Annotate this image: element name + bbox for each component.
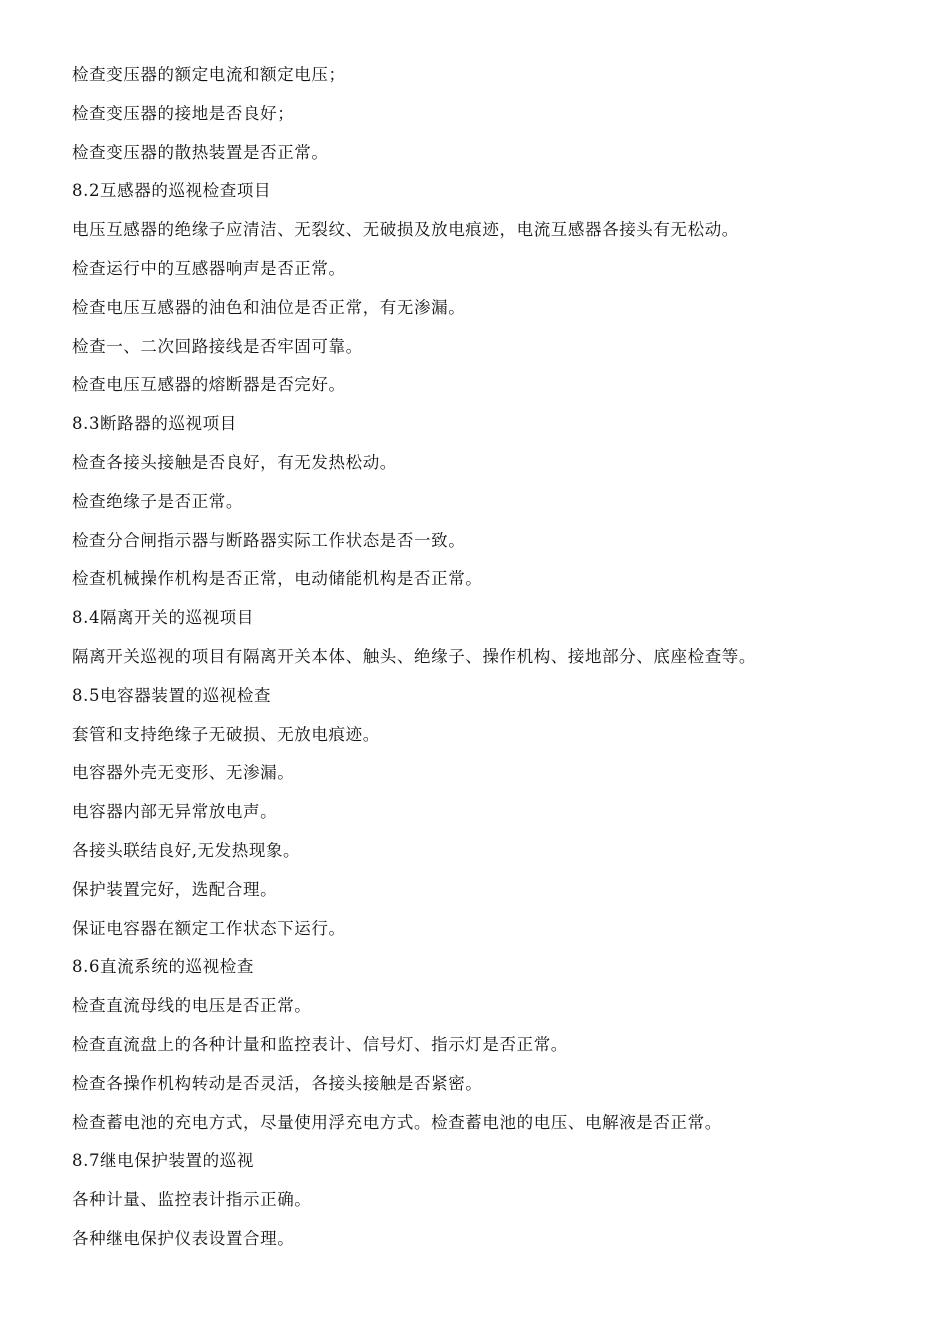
- text-line: 电容器外壳无变形、无渗漏。: [72, 763, 295, 783]
- text-line: 隔离开关巡视的项目有隔离开关本体、触头、绝缘子、操作机构、接地部分、底座检查等。: [72, 646, 756, 666]
- text-line: 检查绝缘子是否正常。: [72, 491, 243, 511]
- text-line: 检查机械操作机构是否正常，电动储能机构是否正常。: [72, 569, 483, 589]
- text-line: 检查变压器的接地是否良好；: [72, 103, 295, 123]
- document-page: [72, 56, 892, 1259]
- section-heading: 8.5电容器装置的巡视检查: [72, 685, 272, 705]
- text-line: 检查各接头接触是否良好，有无发热松动。: [72, 452, 397, 472]
- text-line: 保护装置完好，选配合理。: [72, 879, 278, 899]
- text-line: 套管和支持绝缘子无破损、无放电痕迹。: [72, 724, 380, 744]
- text-line: 各接头联结良好,无发热现象。: [72, 840, 301, 860]
- text-line: 保证电容器在额定工作状态下运行。: [72, 918, 346, 938]
- text-line: 检查分合闸指示器与断路器实际工作状态是否一致。: [72, 530, 466, 550]
- text-line: 检查变压器的额定电流和额定电压；: [72, 65, 346, 84]
- text-line: 检查电压互感器的油色和油位是否正常，有无渗漏。: [72, 297, 466, 317]
- section-heading: 8.3断路器的巡视项目: [72, 414, 237, 434]
- text-line: 各种计量、监控表计指示正确。: [72, 1190, 312, 1210]
- text-line: 检查变压器的散热装置是否正常。: [72, 142, 329, 162]
- text-line: 电压互感器的绝缘子应清洁、无裂纹、无破损及放电痕迹，电流互感器各接头有无松动。: [72, 220, 739, 240]
- text-line: 电容器内部无异常放电声。: [72, 802, 278, 822]
- text-line: 检查直流母线的电压是否正常。: [72, 996, 312, 1016]
- text-line: 检查蓄电池的充电方式，尽量使用浮充电方式。检查蓄电池的电压、电解液是否正常。: [72, 1112, 722, 1132]
- section-heading: 8.6直流系统的巡视检查: [72, 957, 254, 977]
- section-heading: 8.7继电保护装置的巡视: [72, 1151, 254, 1171]
- text-line: 检查各操作机构转动是否灵活，各接头接触是否紧密。: [72, 1073, 483, 1093]
- text-line: 检查一、二次回路接线是否牢固可靠。: [72, 336, 363, 356]
- section-heading: 8.2互感器的巡视检查项目: [72, 181, 272, 201]
- text-line: 各种继电保护仪表设置合理。: [72, 1228, 295, 1248]
- text-line: 检查直流盘上的各种计量和监控表计、信号灯、指示灯是否正常。: [72, 1034, 568, 1054]
- section-heading: 8.4隔离开关的巡视项目: [72, 608, 254, 628]
- text-line: 检查运行中的互感器响声是否正常。: [72, 258, 346, 278]
- text-line: 检查电压互感器的熔断器是否完好。: [72, 375, 346, 395]
